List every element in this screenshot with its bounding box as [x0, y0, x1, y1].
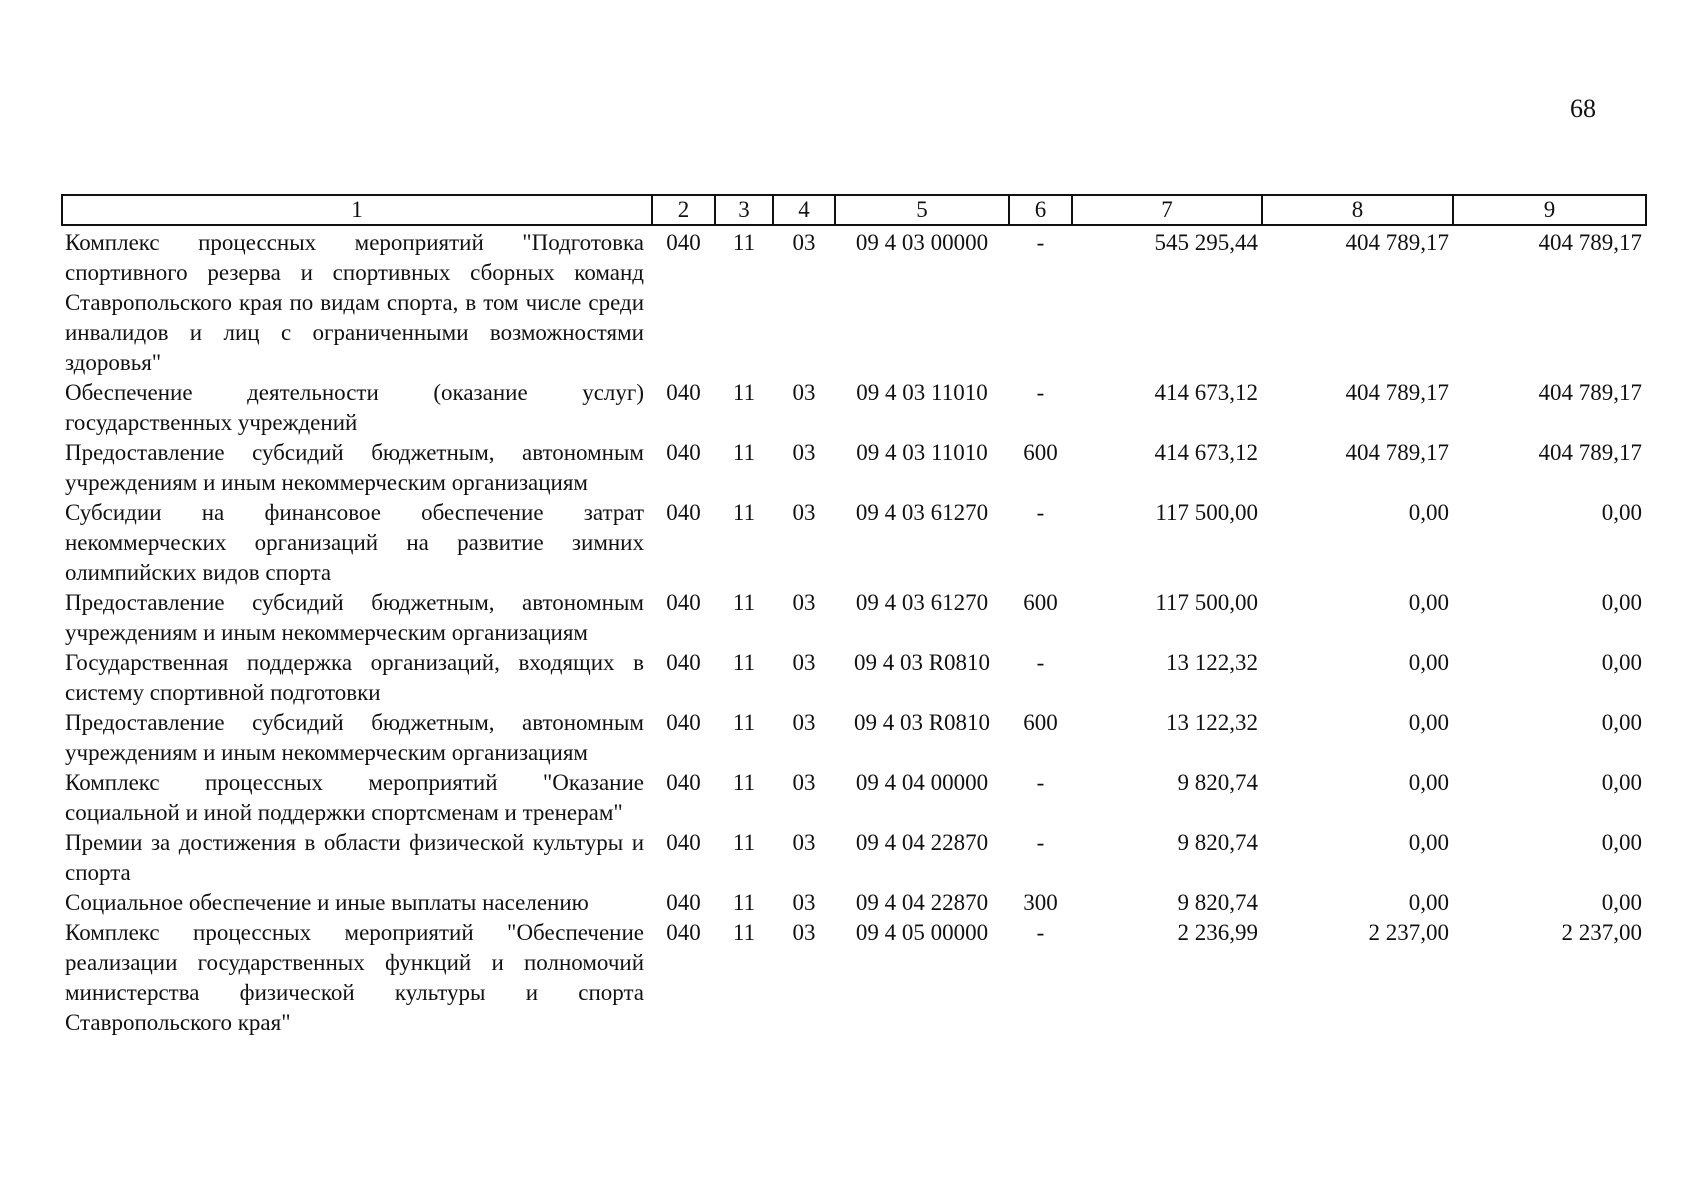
row-name: Комплекс процессных мероприятий "Оказание социальной и иной поддержки спортсменам и тренерам" [65, 770, 644, 825]
table-row [62, 888, 1646, 918]
cell-col7: 9 820,74 [1177, 890, 1258, 915]
table-row [62, 225, 1646, 378]
cell-col4: 03 [792, 440, 816, 465]
cell-col7: 117 500,00 [1155, 500, 1258, 525]
table-row [62, 768, 1646, 828]
cell-col4: 03 [792, 230, 816, 255]
cell-col2: 040 [666, 890, 701, 915]
column-header: 8 [1262, 195, 1453, 225]
cell-col9: 0,00 [1601, 770, 1642, 795]
cell-col2: 040 [666, 830, 701, 855]
cell-col2: 040 [666, 590, 701, 615]
row-name: Предоставление субсидий бюджетным, автономным учреждениям и иным некоммерческим организациям [65, 590, 644, 645]
table-row [62, 588, 1646, 648]
cell-col8: 0,00 [1408, 710, 1449, 735]
cell-col6: - [1036, 230, 1045, 255]
cell-col6: - [1036, 830, 1045, 855]
row-name: Комплекс процессных мероприятий "Подготовка спортивного резерва и спортивных сборных команд Ставропольского края по видам спорта, в том числе среди инвалидов и лиц с ограниченными возможностями здоровья" [65, 230, 644, 375]
table-body [62, 225, 1646, 1038]
cell-col3: 11 [732, 710, 756, 735]
cell-col3: 11 [732, 830, 756, 855]
cell-col6: 600 [1023, 710, 1058, 735]
cell-col5: 09 4 03 00000 [855, 230, 989, 255]
cell-col7: 13 122,32 [1166, 710, 1258, 735]
cell-col5: 09 4 03 R0810 [853, 650, 991, 675]
cell-col2: 040 [666, 500, 701, 525]
cell-col4: 03 [792, 920, 816, 945]
cell-col8: 0,00 [1408, 890, 1449, 915]
cell-col5: 09 4 04 22870 [855, 830, 989, 855]
cell-col3: 11 [732, 770, 756, 795]
cell-col9: 404 789,17 [1538, 440, 1642, 465]
cell-col4: 03 [792, 500, 816, 525]
cell-col2: 040 [666, 650, 701, 675]
cell-col4: 03 [792, 650, 816, 675]
row-name: Премии за достижения в области физической культуры и спорта [65, 830, 644, 885]
cell-col8: 0,00 [1408, 590, 1449, 615]
cell-col7: 9 820,74 [1177, 830, 1258, 855]
column-header: 3 [715, 195, 773, 225]
cell-col2: 040 [666, 920, 701, 945]
cell-col9: 404 789,17 [1538, 380, 1642, 405]
cell-col5: 09 4 03 61270 [855, 500, 989, 525]
table-row [62, 438, 1646, 498]
cell-col6: 600 [1023, 590, 1058, 615]
cell-col5: 09 4 03 11010 [856, 380, 988, 405]
table-row [62, 828, 1646, 888]
cell-col5: 09 4 03 11010 [856, 440, 988, 465]
cell-col2: 040 [666, 380, 701, 405]
table-header [62, 195, 1646, 225]
cell-col6: 300 [1023, 890, 1058, 915]
table-row [62, 648, 1646, 708]
cell-col3: 11 [732, 440, 756, 465]
cell-col5: 09 4 03 R0810 [853, 710, 991, 735]
budget-table [61, 194, 1647, 1038]
cell-col7: 2 236,99 [1177, 920, 1258, 945]
cell-col5: 09 4 04 22870 [855, 890, 989, 915]
cell-col3: 11 [732, 590, 756, 615]
cell-col8: 2 237,00 [1368, 920, 1449, 945]
cell-col8: 0,00 [1408, 650, 1449, 675]
cell-col9: 0,00 [1601, 500, 1642, 525]
cell-col3: 11 [732, 500, 756, 525]
cell-col6: - [1036, 380, 1045, 405]
cell-col8: 404 789,17 [1345, 230, 1449, 255]
cell-col2: 040 [666, 440, 701, 465]
row-name: Государственная поддержка организаций, входящих в систему спортивной подготовки [65, 650, 644, 705]
row-name: Предоставление субсидий бюджетным, автономным учреждениям и иным некоммерческим организациям [65, 710, 644, 765]
cell-col2: 040 [666, 710, 701, 735]
cell-col6: - [1036, 920, 1045, 945]
column-header: 2 [652, 195, 715, 225]
cell-col9: 0,00 [1601, 590, 1642, 615]
cell-col7: 414 673,12 [1154, 380, 1258, 405]
cell-col3: 11 [732, 380, 756, 405]
cell-col4: 03 [792, 890, 816, 915]
row-name: Предоставление субсидий бюджетным, автономным учреждениям и иным некоммерческим организациям [65, 440, 644, 495]
cell-col8: 0,00 [1408, 770, 1449, 795]
column-header: 4 [773, 195, 835, 225]
column-header: 9 [1453, 195, 1646, 225]
column-header: 5 [835, 195, 1009, 225]
row-name: Комплекс процессных мероприятий "Обеспечение реализации государственных функций и полномочий министерства физической культуры и спорта Ставропольского края" [65, 920, 644, 1035]
cell-col3: 11 [732, 920, 756, 945]
cell-col9: 0,00 [1601, 650, 1642, 675]
cell-col4: 03 [792, 380, 816, 405]
cell-col2: 040 [666, 230, 701, 255]
cell-col7: 9 820,74 [1177, 770, 1258, 795]
cell-col7: 545 295,44 [1154, 230, 1258, 255]
table-row [62, 378, 1646, 438]
cell-col6: - [1036, 650, 1045, 675]
cell-col6: 600 [1023, 440, 1058, 465]
cell-col7: 414 673,12 [1154, 440, 1258, 465]
cell-col9: 0,00 [1601, 710, 1642, 735]
cell-col7: 13 122,32 [1166, 650, 1258, 675]
column-header: 7 [1072, 195, 1262, 225]
column-header: 1 [62, 195, 652, 225]
table-row [62, 708, 1646, 768]
cell-col4: 03 [792, 770, 816, 795]
row-name: Социальное обеспечение и иные выплаты населению [65, 890, 589, 915]
cell-col8: 404 789,17 [1345, 380, 1449, 405]
header-row [62, 195, 1646, 225]
cell-col2: 040 [666, 770, 701, 795]
table-row [62, 918, 1646, 1038]
cell-col5: 09 4 04 00000 [855, 770, 989, 795]
page-number: 68 [1570, 94, 1596, 123]
row-name: Обеспечение деятельности (оказание услуг) государственных учреждений [65, 380, 644, 435]
cell-col5: 09 4 05 00000 [855, 920, 989, 945]
cell-col9: 2 237,00 [1561, 920, 1642, 945]
cell-col8: 404 789,17 [1345, 440, 1449, 465]
cell-col8: 0,00 [1408, 500, 1449, 525]
cell-col6: - [1036, 500, 1045, 525]
table-row [62, 498, 1646, 588]
cell-col9: 0,00 [1601, 830, 1642, 855]
row-name: Субсидии на финансовое обеспечение затрат некоммерческих организаций на развитие зимних олимпийских видов спорта [65, 500, 644, 585]
cell-col3: 11 [732, 650, 756, 675]
cell-col9: 404 789,17 [1538, 230, 1642, 255]
cell-col3: 11 [732, 890, 756, 915]
column-header: 6 [1009, 195, 1072, 225]
cell-col3: 11 [732, 230, 756, 255]
cell-col6: - [1036, 770, 1045, 795]
cell-col8: 0,00 [1408, 830, 1449, 855]
cell-col4: 03 [792, 590, 816, 615]
cell-col7: 117 500,00 [1155, 590, 1258, 615]
cell-col4: 03 [792, 710, 816, 735]
cell-col9: 0,00 [1601, 890, 1642, 915]
cell-col5: 09 4 03 61270 [855, 590, 989, 615]
cell-col4: 03 [792, 830, 816, 855]
